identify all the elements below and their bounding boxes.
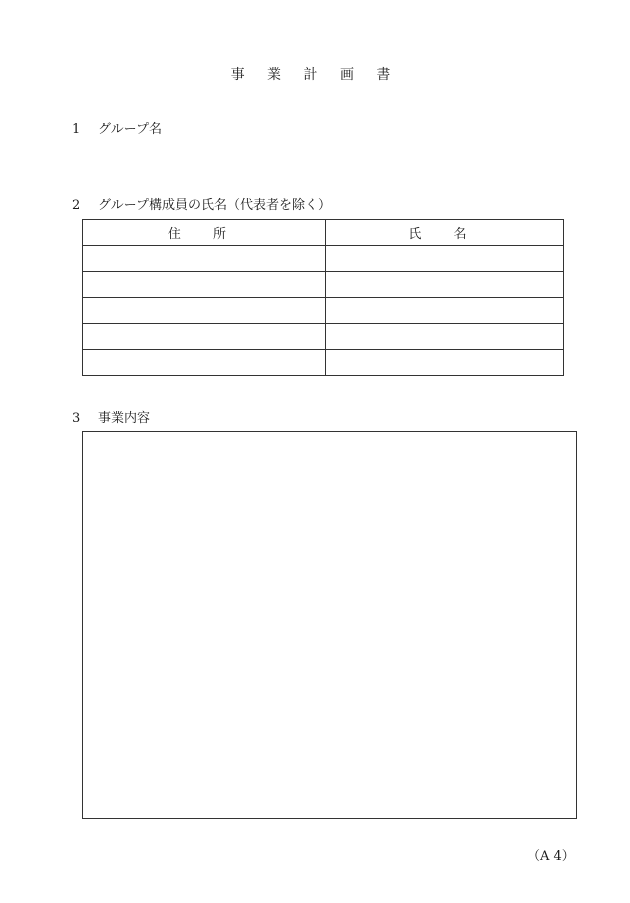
address-cell[interactable] [83, 324, 326, 350]
section-label: グループ構成員の氏名（代表者を除く） [98, 198, 331, 213]
section-number: 2 [72, 198, 81, 213]
address-cell[interactable] [83, 272, 326, 298]
name-cell[interactable] [326, 246, 564, 272]
name-column-header: 氏 名 [326, 220, 564, 246]
section-heading-group-name [72, 121, 162, 139]
name-cell[interactable] [326, 272, 564, 298]
section-label: 事業内容 [98, 411, 151, 426]
name-cell[interactable] [326, 324, 564, 350]
business-content-box[interactable] [82, 431, 577, 819]
table-row [83, 272, 564, 298]
table-header-row [83, 220, 564, 246]
paper-size-label: （A 4） [527, 849, 575, 864]
section-heading-members [72, 197, 331, 215]
section-number: 1 [72, 122, 81, 137]
table-row [83, 324, 564, 350]
table-row [83, 298, 564, 324]
address-column-header: 住 所 [83, 220, 326, 246]
members-table [82, 219, 564, 376]
name-cell[interactable] [326, 298, 564, 324]
document-title: 事 業 計 画 書 [230, 67, 400, 83]
table-row [83, 246, 564, 272]
name-cell[interactable] [326, 350, 564, 376]
table-row [83, 350, 564, 376]
section-heading-business-content [72, 410, 150, 428]
address-cell[interactable] [83, 350, 326, 376]
section-label: グループ名 [98, 122, 162, 137]
section-number: 3 [72, 411, 81, 426]
address-cell[interactable] [83, 246, 326, 272]
address-cell[interactable] [83, 298, 326, 324]
